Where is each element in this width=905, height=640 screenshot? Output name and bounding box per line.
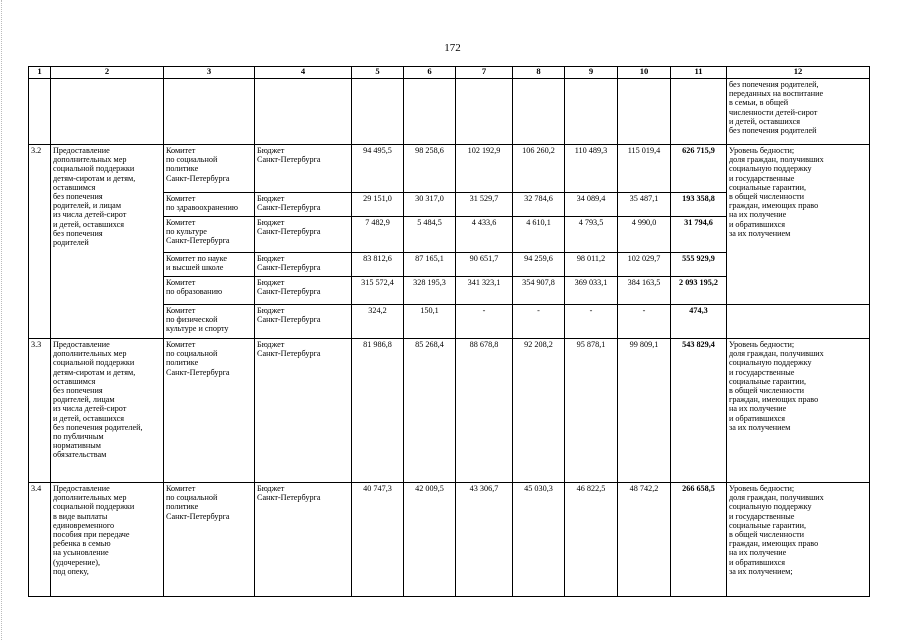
- value-cell: 42 009,5: [404, 483, 456, 597]
- value-cell: 4 433,6: [456, 217, 513, 253]
- value-cell: 85 268,4: [404, 339, 456, 483]
- source-cell: Бюджет Санкт-Петербурга: [255, 217, 352, 253]
- measure-description: Предоставление дополнительных мер социальной поддержки детям-сиротам и детям, оставшимся без попечения родителей, лицам из числа детей-сирот и детей, оставшихся без попечения родителей, по публичным нормативным обязательствам: [51, 339, 164, 483]
- total-cell: 31 794,6: [671, 217, 727, 253]
- indicator-cell-empty: [727, 305, 870, 339]
- page-number: 172: [444, 42, 461, 54]
- value-cell: 48 742,2: [618, 483, 671, 597]
- value-cell: 30 317,0: [404, 193, 456, 217]
- value-cell: 32 784,6: [513, 193, 565, 217]
- value-cell: 34 089,4: [565, 193, 618, 217]
- header-row: [29, 67, 870, 79]
- total-cell: 543 829,4: [671, 339, 727, 483]
- header-cell: 8: [513, 67, 565, 79]
- value-cell: 88 678,8: [456, 339, 513, 483]
- value-cell: 384 163,5: [618, 277, 671, 305]
- value-cell: 106 260,2: [513, 145, 565, 193]
- value-cell: 4 610,1: [513, 217, 565, 253]
- total-cell: 555 929,9: [671, 253, 727, 277]
- value-cell: 81 986,8: [352, 339, 404, 483]
- row-number: 3.2: [29, 145, 51, 339]
- value-cell: 83 812,6: [352, 253, 404, 277]
- table-row: [29, 145, 870, 193]
- total-cell: 474,3: [671, 305, 727, 339]
- header-cell: 7: [456, 67, 513, 79]
- value-cell: -: [565, 305, 618, 339]
- header-cell: 4: [255, 67, 352, 79]
- indicator-cell: Уровень бедности; доля граждан, получивших социальную поддержку и государственные социальные гарантии, в общей численности граждан, имеющих право на их получение и обратившихся за их получением: [727, 145, 870, 305]
- table-row: [29, 483, 870, 597]
- row-number: 3.3: [29, 339, 51, 483]
- value-cell: 98 258,6: [404, 145, 456, 193]
- header-cell: 2: [51, 67, 164, 79]
- header-cell: 10: [618, 67, 671, 79]
- value-cell: 99 809,1: [618, 339, 671, 483]
- executor-cell: Комитет по образованию: [164, 277, 255, 305]
- scan-edge-mark: [1, 0, 4, 640]
- header-cell: 3: [164, 67, 255, 79]
- value-cell: 95 878,1: [565, 339, 618, 483]
- executor-cell: Комитет по социальной политике Санкт-Петербурга: [164, 483, 255, 597]
- total-cell: 626 715,9: [671, 145, 727, 193]
- executor-cell: Комитет по социальной политике Санкт-Петербурга: [164, 145, 255, 193]
- value-cell: 46 822,5: [565, 483, 618, 597]
- header-cell: 9: [565, 67, 618, 79]
- value-cell: 87 165,1: [404, 253, 456, 277]
- value-cell: 328 195,3: [404, 277, 456, 305]
- value-cell: 324,2: [352, 305, 404, 339]
- value-cell: 102 029,7: [618, 253, 671, 277]
- source-cell: Бюджет Санкт-Петербурга: [255, 483, 352, 597]
- value-cell: 115 019,4: [618, 145, 671, 193]
- total-cell: 266 658,5: [671, 483, 727, 597]
- source-cell: Бюджет Санкт-Петербурга: [255, 339, 352, 483]
- executor-cell: Комитет по физической культуре и спорту: [164, 305, 255, 339]
- source-cell: Бюджет Санкт-Петербурга: [255, 193, 352, 217]
- value-cell: 35 487,1: [618, 193, 671, 217]
- header-cell: 5: [352, 67, 404, 79]
- value-cell: -: [513, 305, 565, 339]
- header-cell: 11: [671, 67, 727, 79]
- value-cell: 4 793,5: [565, 217, 618, 253]
- executor-cell: Комитет по социальной политике Санкт-Петербурга: [164, 339, 255, 483]
- program-table: [28, 66, 870, 597]
- value-cell: 98 011,2: [565, 253, 618, 277]
- total-cell: 2 093 195,2: [671, 277, 727, 305]
- header-cell: 6: [404, 67, 456, 79]
- value-cell: 94 495,5: [352, 145, 404, 193]
- header-cell: 12: [727, 67, 870, 79]
- measure-description: Предоставление дополнительных мер социальной поддержки в виде выплаты единовременного пособия при передаче ребенка в семью на усыновление (удочерение), под опеку,: [51, 483, 164, 597]
- value-cell: 92 208,2: [513, 339, 565, 483]
- indicator-cell: без попечения родителей, переданных на воспитание в семьи, в общей численности детей-сирот и детей, оставшихся без попечения родителей: [727, 79, 870, 145]
- table-row-continuation: [29, 79, 870, 145]
- source-cell: Бюджет Санкт-Петербурга: [255, 253, 352, 277]
- value-cell: 315 572,4: [352, 277, 404, 305]
- value-cell: 4 990,0: [618, 217, 671, 253]
- indicator-cell: Уровень бедности; доля граждан, получивших социальную поддержку и государственные социальные гарантии, в общей численности граждан, имеющих право на их получение и обратившихся за их получением: [727, 339, 870, 483]
- source-cell: Бюджет Санкт-Петербурга: [255, 145, 352, 193]
- measure-description: Предоставление дополнительных мер социальной поддержки детям-сиротам и детям, оставшимся без попечения родителей, и лицам из числа детей-сирот и детей, оставшихся без попечения родителей: [51, 145, 164, 339]
- value-cell: 43 306,7: [456, 483, 513, 597]
- source-cell: Бюджет Санкт-Петербурга: [255, 277, 352, 305]
- value-cell: 110 489,3: [565, 145, 618, 193]
- value-cell: 90 651,7: [456, 253, 513, 277]
- value-cell: 102 192,9: [456, 145, 513, 193]
- value-cell: 45 030,3: [513, 483, 565, 597]
- table-row: [29, 339, 870, 483]
- value-cell: -: [456, 305, 513, 339]
- executor-cell: Комитет по науке и высшей школе: [164, 253, 255, 277]
- value-cell: 7 482,9: [352, 217, 404, 253]
- value-cell: 369 033,1: [565, 277, 618, 305]
- executor-cell: Комитет по здравоохранению: [164, 193, 255, 217]
- header-cell: 1: [29, 67, 51, 79]
- value-cell: 150,1: [404, 305, 456, 339]
- total-cell: 193 358,8: [671, 193, 727, 217]
- value-cell: 94 259,6: [513, 253, 565, 277]
- value-cell: 40 747,3: [352, 483, 404, 597]
- indicator-cell: Уровень бедности; доля граждан, получивших социальную поддержку и государственные социальные гарантии, в общей численности граждан, имеющих право на их получение и обратившихся за их получением;: [727, 483, 870, 597]
- row-number: 3.4: [29, 483, 51, 597]
- value-cell: 341 323,1: [456, 277, 513, 305]
- source-cell: Бюджет Санкт-Петербурга: [255, 305, 352, 339]
- value-cell: 354 907,8: [513, 277, 565, 305]
- value-cell: 31 529,7: [456, 193, 513, 217]
- value-cell: 5 484,5: [404, 217, 456, 253]
- value-cell: -: [618, 305, 671, 339]
- value-cell: 29 151,0: [352, 193, 404, 217]
- executor-cell: Комитет по культуре Санкт-Петербурга: [164, 217, 255, 253]
